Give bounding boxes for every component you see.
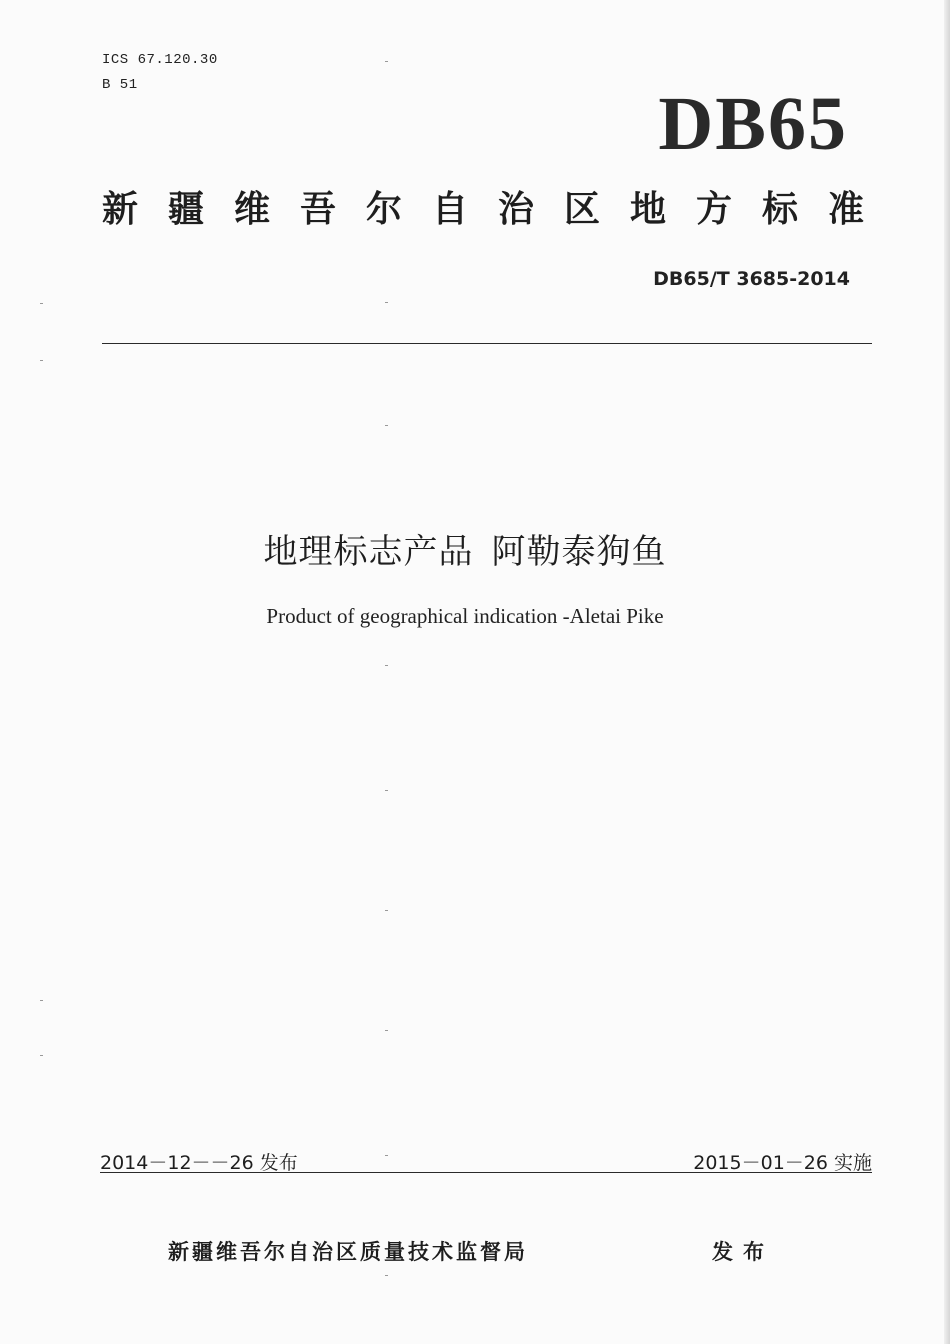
scan-speck — [385, 425, 388, 426]
scan-speck — [385, 1275, 388, 1276]
db65-logo: DB65 — [658, 82, 848, 166]
top-divider — [102, 343, 872, 344]
implementation-date: 2015－01－26 实施 — [693, 1152, 872, 1174]
scan-speck — [385, 665, 388, 666]
scan-speck — [385, 1155, 388, 1156]
scan-speck — [40, 1055, 43, 1056]
chinese-title-part1: 地理标志产品 — [263, 532, 474, 572]
publish-label: 发布 — [712, 1240, 774, 1264]
issuing-authority: 新疆维吾尔自治区质量技术监督局 — [168, 1240, 528, 1264]
standard-type-heading: 新疆维吾尔自治区地方标准 — [102, 189, 895, 230]
scan-speck — [385, 910, 388, 911]
scan-edge-shadow — [944, 0, 950, 1344]
scan-speck — [40, 1000, 43, 1001]
scan-speck — [385, 61, 388, 62]
ccs-code: B 51 — [102, 77, 138, 93]
scan-speck — [40, 360, 43, 361]
scan-speck — [40, 303, 43, 304]
chinese-title — [0, 524, 930, 573]
issue-date: 2014－12－－26 发布 — [100, 1152, 298, 1174]
scan-speck — [385, 302, 388, 303]
ics-code: ICS 67.120.30 — [102, 52, 218, 68]
scan-speck — [385, 790, 388, 791]
chinese-title-part2: 阿勒泰狗鱼 — [491, 532, 667, 572]
english-title: Product of geographical indication -Aletai Pike — [266, 604, 664, 628]
standard-number: DB65/T 3685-2014 — [653, 268, 850, 290]
bottom-divider — [100, 1172, 872, 1173]
scan-speck — [385, 1030, 388, 1031]
